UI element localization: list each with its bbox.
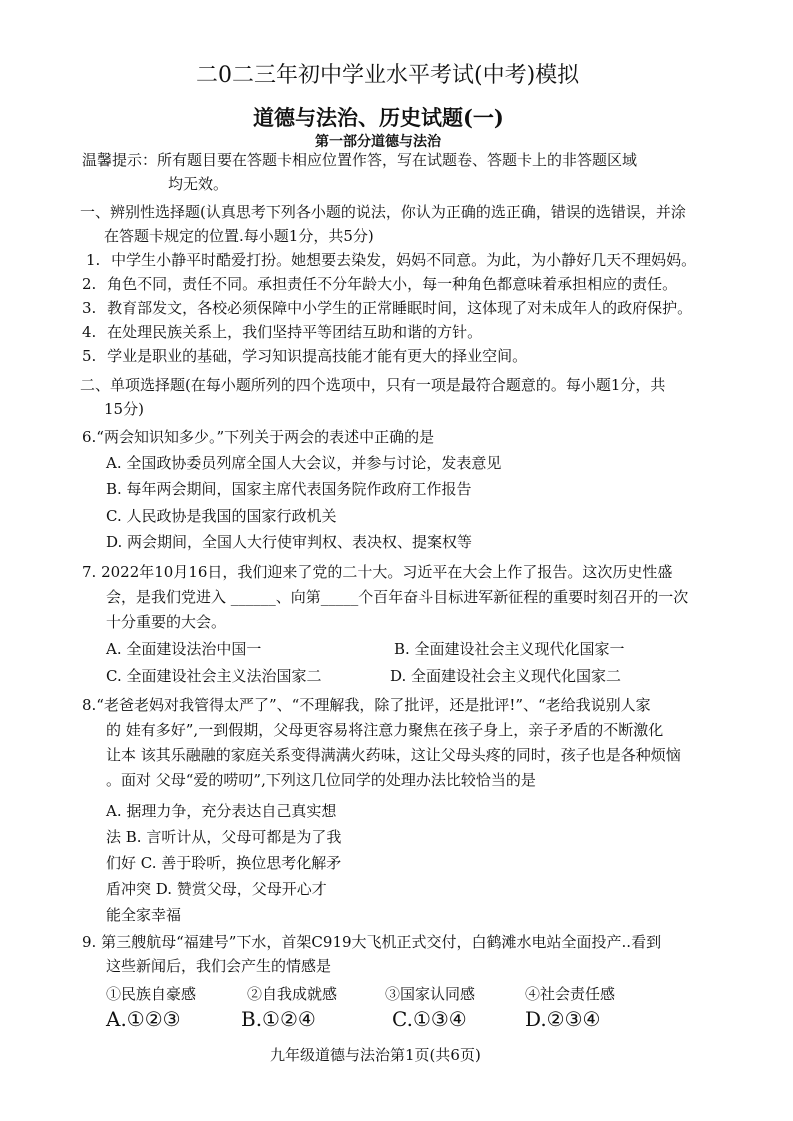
q7-option-b: B. 全面建设社会主义现代化国家一: [394, 640, 625, 658]
section2-heading-line-1: 二、单项选择题(在每小题所列的四个选项中，只有一项是最符合题意的。每小题1分，共: [80, 376, 666, 394]
q7-line-3: 十分重要的大会。: [106, 613, 227, 631]
question-item: [82, 345, 527, 366]
question-item: [86, 249, 696, 270]
question-text: 学业是职业的基础，学习知识提高技能才能有更大的择业空间。: [107, 347, 528, 365]
q9-choice-1: ①民族自豪感: [106, 985, 197, 1003]
q6-option-c: C. 人民政协是我国的国家行政机关: [106, 507, 337, 525]
part-title: 第一部分道德与法治: [315, 134, 441, 150]
question-number: 2.: [82, 275, 97, 293]
q7-line-1: 7. 2022年10月16日，我们迎来了党的二十大。习近平在大会上作了报告。这次历史性盛: [82, 563, 673, 581]
question-item: [82, 297, 692, 318]
q8-option-line: 能全家幸福: [106, 906, 182, 924]
q7-option-c: C. 全面建设社会主义法治国家二: [106, 667, 322, 685]
q9-line-1: 9. 第三艘航母“福建号”下水，首架C919大飞机正式交付，白鹤滩水电站全面投产..看到: [82, 933, 662, 951]
q6-option-a: A. 全国政协委员列席全国人大会议，并参与讨论，发表意见: [106, 454, 502, 472]
q9-answer-d: D.②③④: [525, 1007, 601, 1031]
q9-line-2: 这些新闻后，我们会产生的情感是: [106, 957, 332, 975]
q8-line-1: 8.“老爸老妈对我管得太严了”、“不理解我，除了批评，还是批评!”、“老给我说别人家: [82, 696, 651, 714]
subject-title: 道德与法治、历史试题(一): [253, 105, 504, 130]
q6-stem: 6.“两会知识知多少。”下列关于两会的表述中正确的是: [82, 428, 435, 446]
question-text: 教育部发文，各校必须保障中小学生的正常睡眠时间，这体现了对未成年人的政府保护。: [107, 299, 693, 317]
q7-option-a: A. 全面建设法治中国一: [106, 640, 262, 658]
q8-line-3: 让本 该其乐融融的家庭关系变得满满火药味，这让父母头疼的同时，孩子也是各种烦恼: [106, 746, 681, 764]
q7-line-2: 会，是我们党进入 ______、向第_____个百年奋斗目标进军新征程的重要时刻召开的一次: [106, 588, 689, 606]
question-number: 3.: [82, 299, 97, 317]
exam-title: 二0二三年初中学业水平考试(中考)模拟: [196, 63, 580, 88]
q8-line-4: 。面对 父母“爱的唠叨”,下列这几位同学的处理办法比较恰当的是: [106, 771, 536, 789]
section1-heading-line-2: 在答题卡规定的位置.每小题1分，共5分): [104, 227, 374, 245]
q9-answer-b: B.①②④: [241, 1007, 316, 1031]
q8-option-line: 法 B. 言听计从，父母可都是为了我: [106, 828, 342, 846]
q7-option-d: D. 全面建设社会主义现代化国家二: [390, 667, 622, 685]
question-item: [82, 273, 677, 294]
question-text: 角色不同，责任不同。承担责任不分年龄大小，每一种角色都意味着承担相应的责任。: [107, 275, 678, 293]
question-text: 在处理民族关系上，我们坚持平等团结互助和谐的方针。: [107, 323, 483, 341]
section1-heading-line-1: 一、辨别性选择题(认真思考下列各小题的说法，你认为正确的选正确，错误的选错误，并涂: [80, 203, 686, 221]
q9-choice-4: ④社会责任感: [525, 985, 616, 1003]
q8-option-line: 们好 C. 善于聆听，换位思考化解矛: [106, 854, 342, 872]
q8-option-line: A. 据理力争，充分表达自己真实想: [106, 802, 337, 820]
notice-line-2: 均无效。: [168, 175, 229, 193]
q6-option-b: B. 每年两会期间，国家主席代表国务院作政府工作报告: [106, 480, 472, 498]
notice-line-1: 温馨提示：所有题目要在答题卡相应位置作答，写在试题卷、答题卡上的非答题区域: [82, 151, 638, 169]
q8-line-2: 的 娃有多好”,一到假期，父母更容易将注意力聚焦在孩子身上，亲子矛盾的不断激化: [106, 721, 664, 739]
question-item: [82, 321, 482, 342]
q9-choice-2: ②自我成就感: [247, 985, 338, 1003]
q8-option-line: 盾冲突 D. 赞赏父母，父母开心才: [106, 880, 327, 898]
section2-heading-line-2: 15分): [104, 400, 144, 418]
question-number: 4.: [82, 323, 97, 341]
question-number: 5.: [82, 347, 97, 365]
q9-answer-a: A.①②③: [106, 1007, 181, 1031]
q6-option-d: D. 两会期间，全国人大行使审判权、表决权、提案权等: [106, 533, 473, 551]
page-footer: 九年级道德与法治第1页(共6页): [270, 1046, 481, 1064]
question-number: 1.: [86, 251, 101, 269]
q9-answer-c: C.①③④: [392, 1007, 467, 1031]
question-text: 中学生小静平时酷爱打扮。她想要去染发，妈妈不同意。为此，为小静好几天不理妈妈。: [111, 251, 697, 269]
q9-choice-3: ③国家认同感: [385, 985, 476, 1003]
